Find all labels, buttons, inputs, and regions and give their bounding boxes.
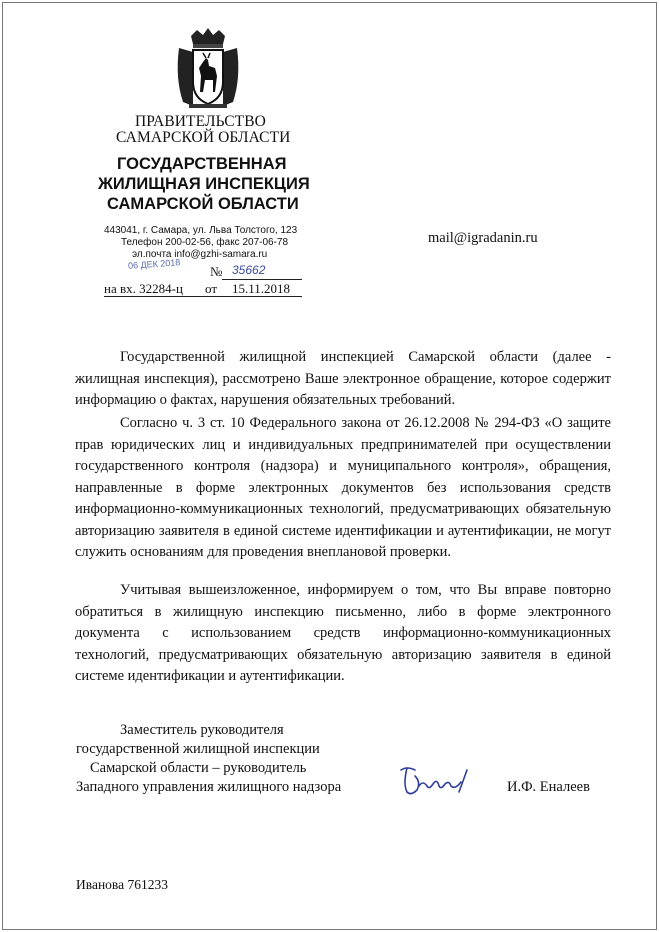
samara-coat-of-arms-icon	[173, 28, 243, 110]
number-underline	[222, 279, 302, 280]
executor-contact: Иванова 761233	[76, 877, 168, 892]
signatory-title-line4: Западного управления жилищного надзора	[76, 779, 342, 795]
paragraph-3: Учитывая вышеизложенное, информируем о том, что Вы вправе повторно обратиться в жилищную инспекцию письменно, либо в форме электронного документа с использованием средств информационно-коммуникационных технологий, предусматривающих обязательную авторизацию заявителя в единой системе идентификации и аутентификации.	[75, 582, 611, 684]
recipient-email: mail@igradanin.ru	[428, 230, 538, 246]
signatory-title-line1: Заместитель руководителя	[120, 722, 284, 738]
organization-email: эл.почта info@gzhi-samara.ru	[132, 249, 268, 260]
inspection-title-line1: ГОСУДАРСТВЕННАЯ	[117, 155, 287, 173]
government-region: САМАРСКОЙ ОБЛАСТИ	[116, 129, 291, 146]
signatory-title-line3: Самарской области – руководитель	[90, 760, 307, 776]
incoming-date: 15.11.2018	[232, 281, 291, 296]
inspection-title-line3: САМАРСКОЙ ОБЛАСТИ	[107, 195, 299, 213]
handwritten-signature	[393, 762, 483, 798]
registration-date-stamp: 06 ДЕК 2018	[127, 257, 181, 271]
signatory-name: И.Ф. Еналеев	[507, 779, 590, 795]
signatory-title-line2: государственной жилищной инспекции	[76, 741, 320, 757]
inspection-title-line2: ЖИЛИЩНАЯ ИНСПЕКЦИЯ	[98, 175, 310, 193]
outgoing-number-label: №	[210, 264, 223, 279]
incoming-from-label: от	[205, 281, 218, 296]
government-title: ПРАВИТЕЛЬСТВО	[135, 113, 266, 130]
incoming-reference: на вх. 32284-ц	[104, 281, 183, 296]
address: 443041, г. Самара, ул. Льва Толстого, 123	[104, 225, 298, 236]
paragraph-2: Согласно ч. 3 ст. 10 Федерального закона от 26.12.2008 № 294-ФЗ «О защите прав юридических лиц и индивидуальных предпринимателей при осуществлении государственного контроля (надзора) и муниципального контроля», обращения, направленные в форме электронных документов без использования средств информационно-коммуникационных технологий, предусматривающих обязательную авторизацию заявителя в единой системе идентификации и аутентификации, не могут служить основаниям для проведения внеплановой проверки.	[75, 415, 611, 560]
outgoing-number-value: 35662	[232, 263, 266, 277]
phone-fax: Телефон 200-02-56, факс 207-06-78	[121, 237, 289, 248]
paragraph-1: Государственной жилищной инспекцией Самарской области (далее - жилищная инспекция), рассмотрено Ваше электронное обращение, которое содержит информацию о фактах, нарушения обязательных требований.	[75, 349, 611, 408]
incoming-underline	[104, 296, 302, 297]
